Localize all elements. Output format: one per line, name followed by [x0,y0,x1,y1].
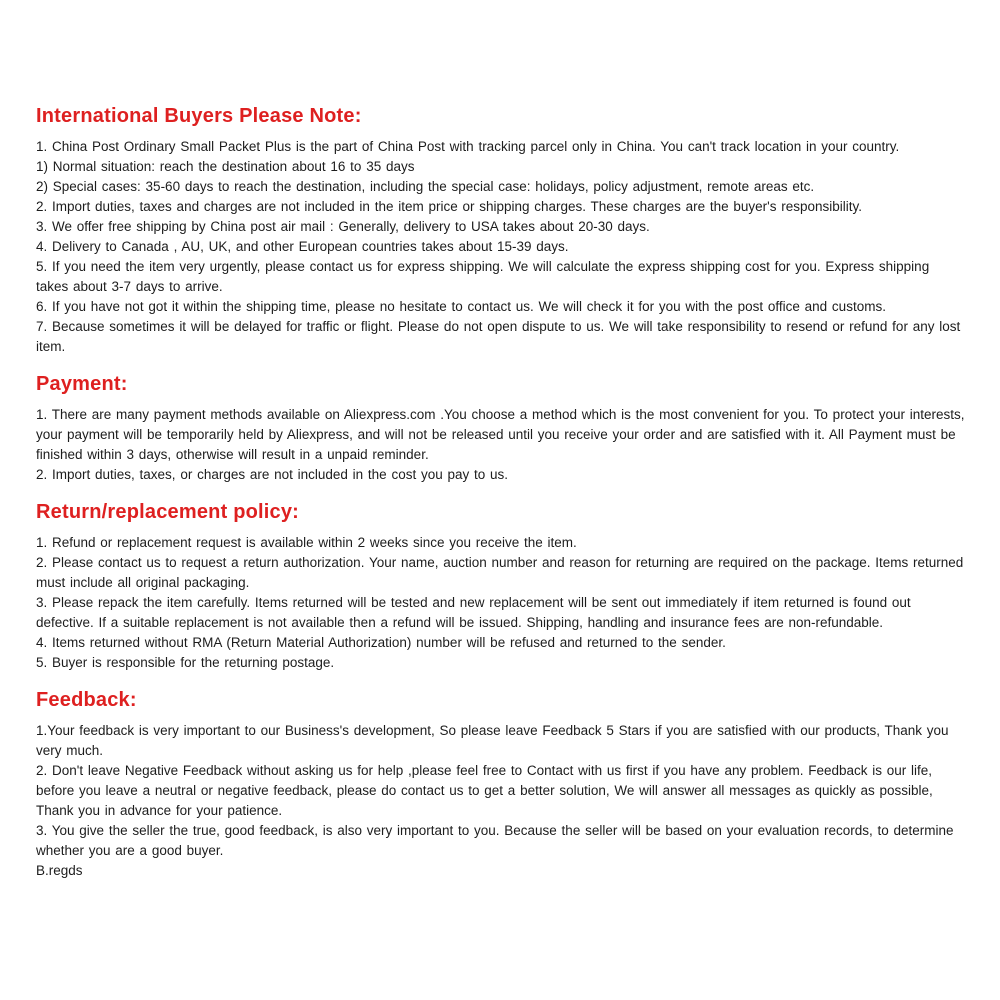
section-heading-international-buyers: International Buyers Please Note: [36,105,362,127]
policy-paragraph: 1. China Post Ordinary Small Packet Plus is the part of China Post with tracking parcel only in China. You can't track location in your country. [36,139,900,154]
section-feedback [36,688,966,881]
policy-paragraph: 1) Normal situation: reach the destination about 16 to 35 days [36,159,415,174]
section-international-buyers-note [36,104,966,357]
policy-paragraph: 1. Refund or replacement request is available within 2 weeks since you receive the item. [36,535,577,550]
policy-paragraph: 2. Please contact us to request a return authorization. Your name, auction number and reason for returning are required on the package. Items returned must include all original packaging. [36,555,964,590]
section-return-replacement-policy [36,500,966,673]
policy-paragraph: 2) Special cases: 35-60 days to reach the destination, including the special case: holidays, policy adjustment, remote areas etc. [36,179,815,194]
section-payment [36,372,966,485]
policy-paragraph: 1.Your feedback is very important to our Business's development, So please leave Feedback 5 Stars if you are satisfied with our products, Thank you very much. [36,723,949,758]
policy-paragraph: 2. Don't leave Negative Feedback without asking us for help ,please feel free to Contact with us first if you have any problem. Feedback is our life, before you leave a neutral or negative feedback, please do contact us to get a better solution, We will answer all messages as quickly as possible, Thank you in advance for your patience. [36,763,933,818]
policy-paragraph: 3. You give the seller the true, good feedback, is also very important to you. Because the seller will be based on your evaluation records, to determine whether you are a good buyer. [36,823,954,858]
policy-paragraph: 4. Items returned without RMA (Return Material Authorization) number will be refused and returned to the sender. [36,635,726,650]
policy-paragraph: 5. Buyer is responsible for the returning postage. [36,655,335,670]
policy-paragraph: 2. Import duties, taxes and charges are not included in the item price or shipping charges. These charges are the buyer's responsibility. [36,199,863,214]
section-heading-payment: Payment: [36,373,128,395]
section-heading-feedback: Feedback: [36,689,137,711]
policy-paragraph: 4. Delivery to Canada , AU, UK, and other European countries takes about 15-39 days. [36,239,569,254]
policy-paragraph: 3. We offer free shipping by China post air mail : Generally, delivery to USA takes about 20-30 days. [36,219,650,234]
section-heading-return-replacement: Return/replacement policy: [36,501,300,523]
policy-paragraph: 5. If you need the item very urgently, please contact us for express shipping. We will calculate the express shipping cost for you. Express shipping takes about 3-7 days to arrive. [36,259,930,294]
policy-paragraph: 7. Because sometimes it will be delayed for traffic or flight. Please do not open dispute to us. We will take responsibility to resend or refund for any lost item. [36,319,961,354]
signature-line: B.regds [36,863,83,878]
policy-paragraph: 2. Import duties, taxes, or charges are not included in the cost you pay to us. [36,467,509,482]
policy-paragraph: 6. If you have not got it within the shipping time, please no hesitate to contact us. We will check it for you with the post office and customs. [36,299,886,314]
policy-paragraph: 1. There are many payment methods available on Aliexpress.com .You choose a method which is the most convenient for you. To protect your interests, your payment will be temporarily held by Aliexpress, and will not be released until you receive your order and are satisfied with it. All Payment must be finished within 3 days, otherwise will result in a unpaid reminder. [36,407,965,462]
policy-paragraph: 3. Please repack the item carefully. Items returned will be tested and new replacement will be sent out immediately if item returned is found out defective. If a suitable replacement is not available then a refund will be issued. Shipping, handling and insurance fees are non-refundable. [36,595,911,630]
